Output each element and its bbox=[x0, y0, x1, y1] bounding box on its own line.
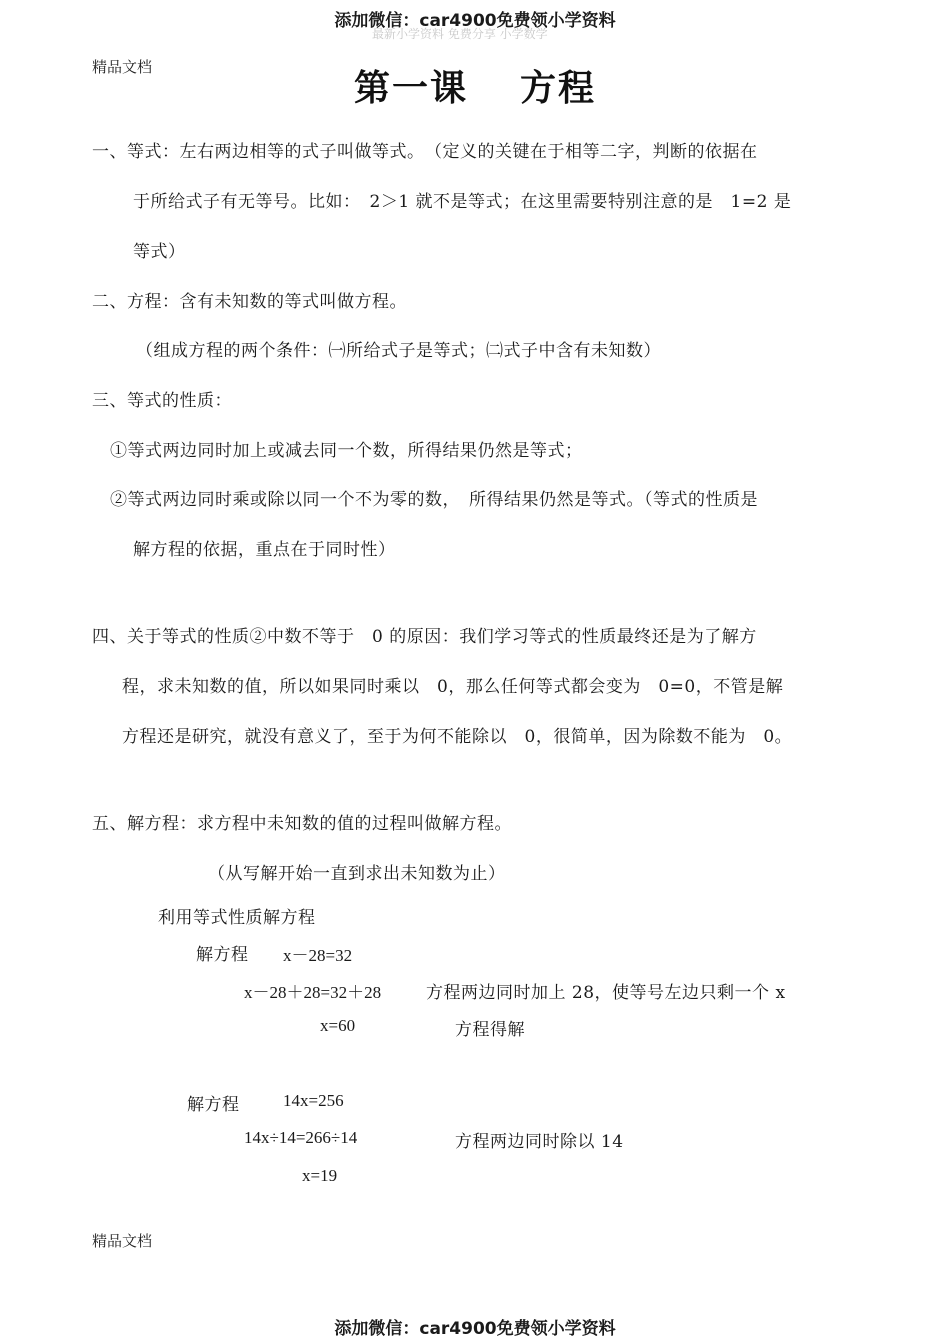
title-part-2: 方程 bbox=[520, 68, 597, 109]
section-5-line-1: 五、解方程：求方程中未知数的值的过程叫做解方程。 bbox=[92, 814, 512, 834]
section-3-heading: 三、等式的性质： bbox=[92, 391, 232, 411]
example-2-equation: 14x=256 bbox=[283, 1091, 344, 1110]
section-3-property-1: ①等式两边同时加上或减去同一个数，所得结果仍然是等式； bbox=[110, 441, 583, 461]
section-1-line-3: 等式） bbox=[133, 242, 186, 262]
section-4-line-1: 四、关于等式的性质②中数不等于 0 的原因：我们学习等式的性质最终还是为了解方 bbox=[92, 627, 757, 647]
example-1-step-2: x=60 bbox=[320, 1016, 356, 1035]
watermark-bottom: 添加微信：car4900免费领小学资料 bbox=[334, 1319, 616, 1339]
section-2-line-1: 二、方程：含有未知数的等式叫做方程。 bbox=[92, 292, 407, 312]
example-1-step-1-note: 方程两边同时加上 28，使等号左边只剩一个 x bbox=[426, 983, 786, 1003]
watermark-top: 添加微信：car4900免费领小学资料 bbox=[334, 11, 616, 31]
corner-label-top: 精品文档 bbox=[92, 58, 153, 76]
example-2-step-2: x=19 bbox=[302, 1166, 338, 1185]
example-2-label: 解方程 bbox=[187, 1095, 240, 1115]
example-2-step-1: 14x÷14=266÷14 bbox=[244, 1128, 358, 1147]
section-4-line-3: 方程还是研究，就没有意义了，至于为何不能除以 0，很简单，因为除数不能为 0。 bbox=[122, 727, 793, 747]
title-part-1: 第一课 bbox=[353, 68, 468, 109]
section-3-property-2-line-2: 解方程的依据，重点在于同时性） bbox=[133, 540, 396, 560]
section-3-property-2-line-1: ②等式两边同时乘或除以同一个不为零的数， 所得结果仍然是等式。（等式的性质是 bbox=[110, 490, 758, 510]
example-1-step-2-note: 方程得解 bbox=[455, 1020, 525, 1040]
section-1-line-1: 一、等式：左右两边相等的式子叫做等式。 （定义的关键在于相等二字，判断的依据在 bbox=[92, 142, 758, 162]
section-4-line-2: 程，求未知数的值，所以如果同时乘以 0，那么任何等式都会变为 0=0，不管是解 bbox=[122, 677, 784, 697]
example-2-step-1-note: 方程两边同时除以 14 bbox=[455, 1132, 624, 1152]
corner-label-bottom: 精品文档 bbox=[92, 1232, 153, 1250]
page-title bbox=[0, 60, 950, 111]
example-1-label: 解方程 bbox=[196, 945, 249, 965]
section-5-line-2: （从写解开始一直到求出未知数为止） bbox=[208, 864, 506, 884]
section-2-line-2: （组成方程的两个条件：㈠所给式子是等式；㈡式子中含有未知数） bbox=[136, 341, 661, 361]
example-1-step-1: x－28＋28=32＋28 bbox=[244, 983, 382, 1002]
example-1-equation: x－28=32 bbox=[283, 946, 353, 965]
faint-header-line: 最新小学资料 免费分享 小学数学 bbox=[372, 27, 548, 41]
section-1-line-2: 于所给式子有无等号。比如： 2＞1 就不是等式；在这里需要特别注意的是 1=2 是 bbox=[133, 192, 792, 212]
section-5-line-3: 利用等式性质解方程 bbox=[158, 908, 316, 928]
